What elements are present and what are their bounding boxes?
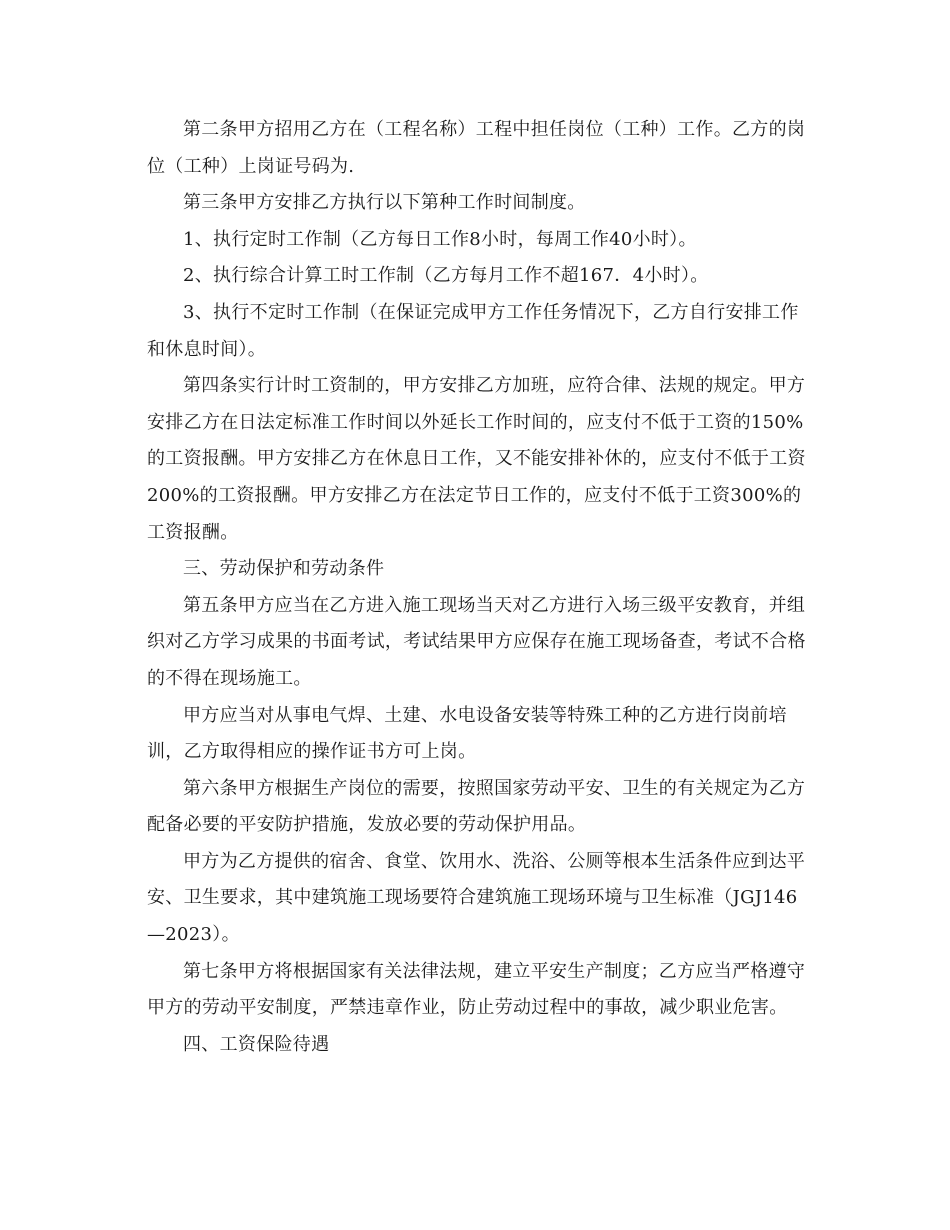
paragraph-article-5: 第五条甲方应当在乙方进入施工现场当天对乙方进行入场三级平安教育，并组织对乙方学习成果的书面考试，考试结果甲方应保存在施工现场备查，考试不合格的不得在现场施工。 bbox=[147, 594, 806, 689]
paragraph-article-7: 第七条甲方将根据国家有关法律法规，建立平安生产制度；乙方应当严格遵守甲方的劳动平安制度，严禁违章作业，防止劳动过程中的事故，减少职业危害。 bbox=[147, 960, 806, 1019]
paragraph-article-6: 第六条甲方根据生产岗位的需要，按照国家劳动平安、卫生的有关规定为乙方配备必要的平安防护措施，发放必要的劳动保护用品。 bbox=[147, 777, 806, 836]
paragraph-option-1: 1、执行定时工作制（乙方每日工作8小时，每周工作40小时）。 bbox=[183, 228, 697, 250]
document-body bbox=[147, 112, 807, 1063]
paragraph-living-conditions: 甲方为乙方提供的宿舍、食堂、饮用水、洗浴、公厕等根本生活条件应到达平安、卫生要求，其中建筑施工现场要符合建筑施工现场环境与卫生标准（JGJ146—2023）。 bbox=[147, 850, 806, 946]
paragraph-training: 甲方应当对从事电气焊、土建、水电设备安装等特殊工种的乙方进行岗前培训，乙方取得相应的操作证书方可上岗。 bbox=[147, 704, 787, 763]
section-heading-4: 四、工资保险待遇 bbox=[183, 1033, 330, 1055]
paragraph-option-3: 3、执行不定时工作制（在保证完成甲方工作任务情况下，乙方自行安排工作和休息时间）。 bbox=[147, 301, 799, 360]
paragraph-article-4: 第四条实行计时工资制的，甲方安排乙方加班，应符合律、法规的规定。甲方安排乙方在日法定标准工作时间以外延长工作时间的，应支付不低于工资的150%的工资报酬。甲方安排乙方在休息日工作，又不能安排补休的，应支付不低于工资200%的工资报酬。甲方安排乙方在法定节日工作的，应支付不低于工资300%的工资报酬。 bbox=[147, 375, 806, 543]
paragraph-article-2: 第二条甲方招用乙方在（工程名称）工程中担任岗位（工种）工作。乙方的岗位（工种）上岗证号码为. bbox=[147, 119, 806, 177]
paragraph-option-2: 2、执行综合计算工时工作制（乙方每月工作不超167．4小时）。 bbox=[183, 265, 709, 287]
section-heading-3: 三、劳动保护和劳动条件 bbox=[183, 558, 385, 580]
paragraph-article-3: 第三条甲方安排乙方执行以下第种工作时间制度。 bbox=[183, 192, 586, 214]
